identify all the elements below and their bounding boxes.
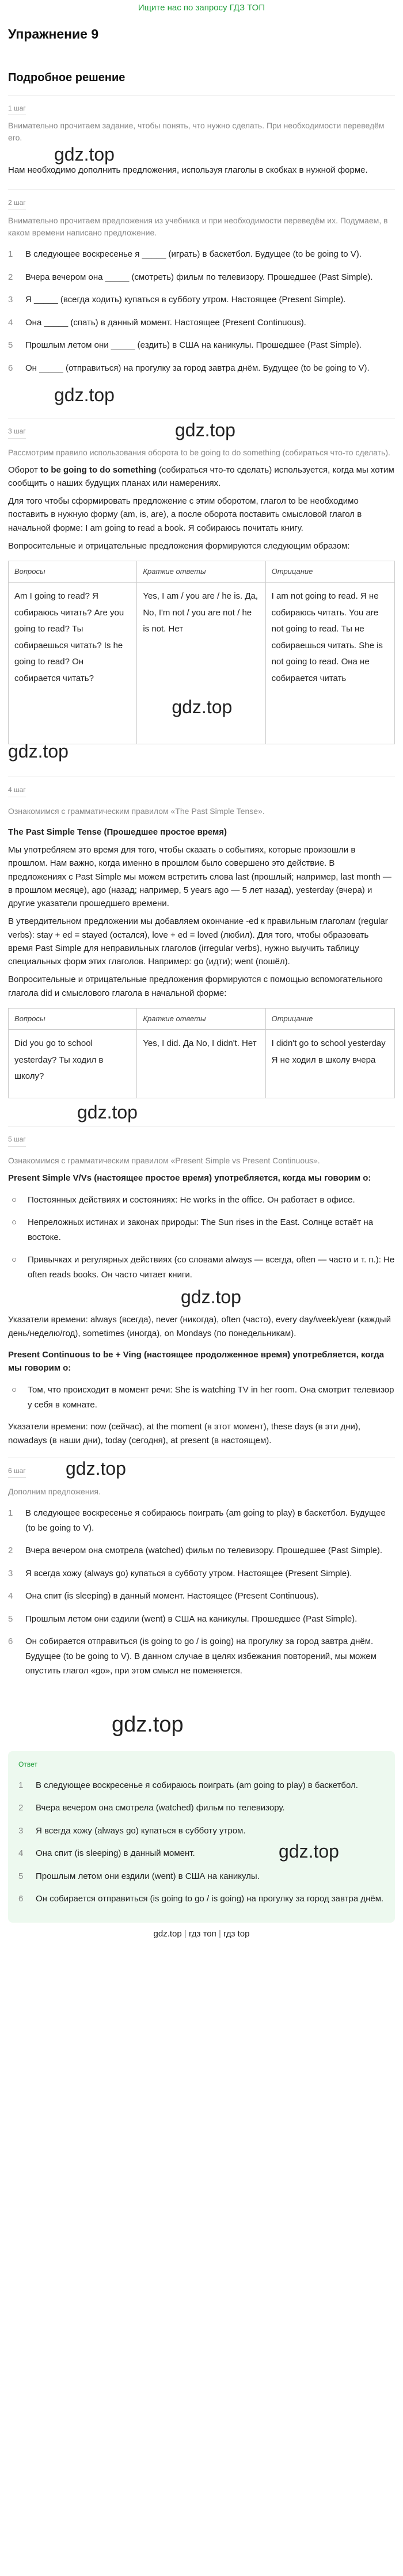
list-item: ○ Постоянных действиях и состояниях: He works in the office. Он работает в офисе. bbox=[8, 1193, 395, 1208]
list-item: ○ Непреложных истинах и законах природы: The Sun rises in the East. Солнце встаёт на востоке. bbox=[8, 1215, 395, 1245]
list-item: 2 Вчера вечером она _____ (смотреть) фильм по телевизору. Прошедшее (Past Simple). bbox=[8, 272, 373, 282]
step-6 bbox=[8, 1458, 395, 1679]
list-item: ○ Привычках и регулярных действиях (со словами always — всегда, often — часто и т. п.): He often reads books. Он часто читает книги. bbox=[8, 1253, 395, 1282]
list-item: 1 В следующее воскресенье я собираюсь поиграть (am going to play) в баскетбол. Будущее (to be going to V). bbox=[8, 1508, 386, 1533]
rule-heading: Present Simple V/Vs (настоящее простое время) употребляется, когда мы говорим о: bbox=[8, 1173, 371, 1183]
step-muted-text: Внимательно прочитаем задание, чтобы понять, что нужно сделать. При необходимости переведём его. bbox=[8, 121, 385, 143]
watermark: gdz.top bbox=[77, 1102, 138, 1123]
time-markers: Указатели времени: now (сейчас), at the moment (в этот момент), these days (в эти дни), nowadays (в наши дни), today (сегодня), at present (в настоящем). bbox=[8, 1422, 361, 1445]
step-label: 1 шаг bbox=[8, 103, 26, 116]
answer-list bbox=[8, 1506, 395, 1679]
watermark: gdz.top bbox=[172, 697, 233, 718]
step-label: 4 шаг bbox=[8, 785, 26, 797]
list-item: 6 Он собирается отправиться (is going to go / is going) на прогулку за город завтра днём. bbox=[18, 1894, 384, 1904]
step-text: Для того чтобы сформировать предложение с этим оборотом, глагол to be необходимо поставить в нужную форму (am, is, are), а после оборота поставить смысловой глагол в начальной форме: I am going to read a book. Я собираюсь почитать книгу. bbox=[8, 496, 362, 533]
table-header: Отрицание bbox=[271, 567, 313, 576]
watermark: gdz.top bbox=[175, 420, 235, 441]
bullet-list bbox=[8, 1383, 395, 1412]
watermark: gdz.top bbox=[112, 1712, 184, 1737]
step-text: В утвердительном предложении мы добавляем окончание -ed к правильным глаголам (regular verbs): stay + ed = stayed (остался), love + ed = loved (любил). Для того, чтобы образовать время Past Simple для неправильных глаголов (irregular verbs), нужно выучить таблицу специальных форм этих глаголов. Например: go (идти); went (пошёл). bbox=[8, 916, 388, 967]
list-item: 5 Прошлым летом они ездили (went) в США на каникулы. Прошедшее (Past Simple). bbox=[8, 1614, 358, 1624]
watermark: gdz.top bbox=[279, 1840, 339, 1862]
answer-box bbox=[8, 1751, 395, 1923]
table-cell: I didn't go to school yesterday Я не ходил в школу вчера bbox=[271, 1038, 386, 1065]
top-search-link[interactable]: Ищите нас по запросу ГДЗ ТОП bbox=[138, 3, 265, 13]
list-item: 6 Он _____ (отправиться) на прогулку за город завтра днём. Будущее (to be going to V). bbox=[8, 363, 370, 373]
list-item: 3 Я всегда хожу (always go) купаться в субботу утром. Настоящее (Present Simple). bbox=[8, 1568, 352, 1578]
watermark: gdz.top bbox=[54, 144, 115, 165]
step-label: 6 шаг bbox=[8, 1466, 26, 1478]
list-item: 2 Вчера вечером она смотрела (watched) фильм по телевизору. bbox=[18, 1803, 285, 1813]
list-item: 1 В следующее воскресенье я собираюсь поиграть (am going to play) в баскетбол. bbox=[18, 1780, 358, 1790]
step-muted-text: Рассмотрим правило использования оборота to be going to do something (собираться что-то сделать). bbox=[8, 447, 390, 457]
answer-label: Ответ bbox=[18, 1760, 37, 1768]
table-cell: Yes, I am / you are / he is. Да, No, I'm not / you are not / he is not. Нет gdz.top bbox=[137, 583, 265, 744]
footer-link[interactable]: gdz.top bbox=[153, 1928, 182, 1939]
table-header: Краткие ответы bbox=[137, 1009, 265, 1029]
step-1 bbox=[8, 95, 395, 177]
table-cell: Am I going to read? Я собираюсь читать? Are you going to read? Ты собираешься читать? Is he going to read? Он собирается читать? bbox=[9, 583, 137, 744]
table-cell: I am not going to read. Я не собираюсь читать. You are not going to read. Ты не собираешься читать. She is not going to read. Она не собирается читать bbox=[271, 591, 383, 683]
footer-link[interactable]: гдз топ bbox=[189, 1928, 216, 1939]
list-item: 4 Она спит (is sleeping) в данный момент. Настоящее (Present Continuous). bbox=[8, 1591, 319, 1601]
page-title: Упражнение 9 bbox=[8, 26, 99, 41]
step-text: Вопросительные и отрицательные предложения формируются следующим образом: bbox=[8, 541, 350, 551]
rule-heading: Present Continuous to be + Ving (настоящее продолженное время) употребляется, когда мы говорим о: bbox=[8, 1349, 384, 1373]
list-item: 2 Вчера вечером она смотрела (watched) фильм по телевизору. Прошедшее (Past Simple). bbox=[8, 1546, 383, 1556]
step-label: 2 шаг bbox=[8, 197, 26, 210]
step-2 bbox=[8, 189, 395, 406]
step-text: Мы употребляем это время для того, чтобы сказать о событиях, которые произошли в прошлом. Нам важно, когда именно в прошлом было совершено это действие. В предложениях с Past Simple мы можем встретить слова last (прошлый; например, last month — в прошлом месяце), ago (назад; например, 5 years ago — 5 лет назад), yesterday (вчера) и другие указатели прошедшего времени. bbox=[8, 845, 391, 909]
grammar-table bbox=[8, 561, 395, 744]
list-item: 4 Она спит (is sleeping) в данный момент. bbox=[18, 1848, 195, 1859]
step-label: 5 шаг bbox=[8, 1134, 26, 1147]
step-4 bbox=[8, 777, 395, 1124]
step-text: Оборот to be going to do something (собираться что-то сделать) используется, когда мы хотим сообщить о наших будущих планах или намерениях. bbox=[8, 465, 394, 488]
step-5 bbox=[8, 1126, 395, 1447]
step-muted-text: Ознакомимся с грамматическим правилом «The Past Simple Tense». bbox=[8, 806, 265, 816]
list-item: 3 Я _____ (всегда ходить) купаться в субботу утром. Настоящее (Present Simple). bbox=[8, 295, 346, 305]
time-markers: Указатели времени: always (всегда), never (никогда), often (часто), every day/week/year (каждый день/неделю/год), sometimes (иногда), on Mondays (по понедельникам). bbox=[8, 1315, 391, 1338]
footer-link[interactable]: гдз top bbox=[223, 1928, 250, 1939]
rule-heading: The Past Simple Tense (Прошедшее простое время) bbox=[8, 827, 227, 837]
table-cell: Yes, I did. Да No, I didn't. Нет bbox=[137, 1030, 265, 1098]
watermark: gdz.top bbox=[54, 385, 115, 406]
step-muted-text: Дополним предложения. bbox=[8, 1487, 101, 1497]
table-header: Вопросы bbox=[9, 1009, 137, 1029]
table-header: Краткие ответы bbox=[137, 561, 265, 582]
list-item: ○ Том, что происходит в момент речи: She is watching TV in her room. Она смотрит телевизор у себя в комнате. bbox=[8, 1383, 395, 1412]
watermark: gdz.top bbox=[66, 1458, 126, 1479]
bullet-list bbox=[8, 1193, 395, 1283]
footer: gdz.top | гдз топ | гдз top bbox=[153, 1928, 250, 1939]
table-header: Вопросы bbox=[9, 561, 137, 582]
list-item: 3 Я всегда хожу (always go) купаться в субботу утром. bbox=[18, 1825, 246, 1836]
list-item: 4 Она _____ (спать) в данный момент. Настоящее (Present Continuous). bbox=[8, 317, 306, 328]
table-cell: Did you go to school yesterday? Ты ходил в школу? bbox=[9, 1030, 137, 1098]
step-muted-text: Ознакомимся с грамматическим правилом «Present Simple vs Present Continuous». bbox=[8, 1155, 320, 1165]
list-item: 1 В следующее воскресенье я _____ (играть) в баскетбол. Будущее (to be going to V). bbox=[8, 249, 362, 260]
watermark: gdz.top bbox=[181, 1287, 241, 1308]
solution-heading: Подробное решение bbox=[8, 71, 126, 84]
step-text: Нам необходимо дополнить предложения, используя глаголы в скобках в нужной форме. bbox=[8, 165, 368, 176]
grammar-table bbox=[8, 1008, 395, 1098]
step-text: Вопросительные и отрицательные предложения формируются с помощью вспомогательного глагола did и смыслового глагола в начальной форме: bbox=[8, 975, 383, 998]
watermark: gdz.top bbox=[8, 741, 69, 762]
list-item: 5 Прошлым летом они _____ (ездить) в США на каникулы. Прошедшее (Past Simple). bbox=[8, 340, 362, 351]
step-3 bbox=[8, 418, 395, 763]
list-item: 5 Прошлым летом они ездили (went) в США на каникулы. bbox=[18, 1871, 260, 1881]
list-item: 6 Он собирается отправиться (is going to go / is going) на прогулку за город завтра днём. Будущее (to be going to V). В данном случае в целях избежания повторений, мы можем опустить глагол «go», при этом смысл не поменяется. bbox=[8, 1637, 377, 1676]
step-muted-text: Внимательно прочитаем предложения из учебника и при необходимости переведём их. Подумаем, в каком времени написано предложение. bbox=[8, 216, 388, 238]
step-label: 3 шаг bbox=[8, 426, 26, 439]
task-list bbox=[8, 247, 395, 375]
table-header: Отрицание bbox=[271, 1014, 313, 1023]
